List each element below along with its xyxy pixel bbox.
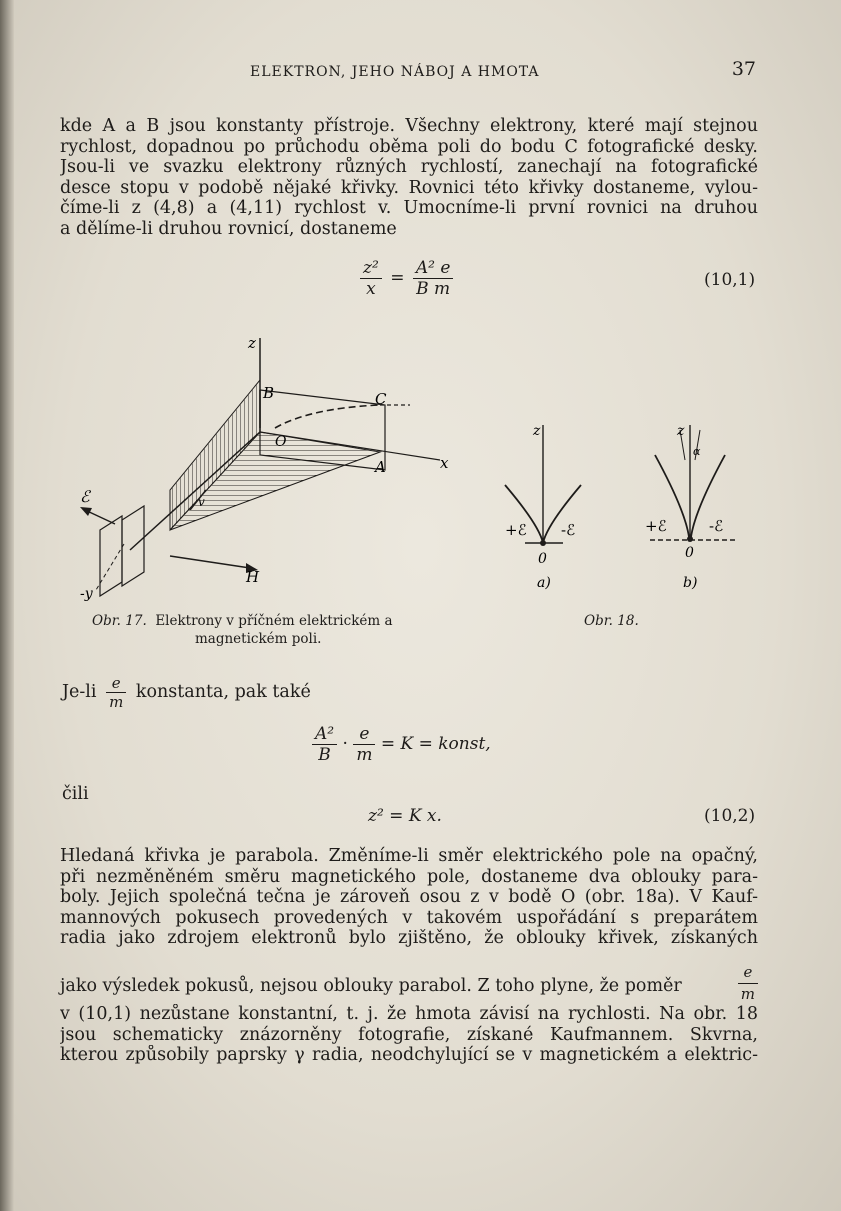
eq1-rhs-numerator: A² e <box>413 258 454 279</box>
eq2-n2: e <box>353 724 375 745</box>
jeli-prefix: Je-li <box>62 682 97 702</box>
equation-number-10-2: (10,2) <box>704 806 756 826</box>
eq1-lhs-denominator: x <box>366 279 376 299</box>
text-line: mannových pokusech provedených v takovém uspořádání s preparátem <box>60 907 758 928</box>
text-line-ratio <box>60 962 758 1003</box>
fig17-label-x: x <box>440 454 449 472</box>
page-spine-shadow <box>0 0 14 1211</box>
fig17-caption-number: Obr. 17. <box>92 613 147 629</box>
text-line: Jsou-li ve svazku elektrony různých rychlostí, zanechají na fotografické <box>60 157 758 178</box>
fig17-label-c: C <box>375 390 387 408</box>
fig18-caption-text: Obr. 18. <box>584 613 639 629</box>
eq2-d1: B <box>318 745 331 765</box>
paragraph-kaufmann <box>60 1004 758 1066</box>
fig17-label-o: O <box>275 434 287 450</box>
paragraph-intro <box>60 116 758 240</box>
fig18a-label-z: z <box>533 423 541 439</box>
text-line: radia jako zdrojem elektronů bylo zjištěno, že oblouky křivek, získaných <box>60 928 758 949</box>
page-header <box>60 58 760 84</box>
fig18-label-b: b) <box>683 575 698 591</box>
fig18a-label-o: 0 <box>538 551 547 567</box>
text-line: při nezměněném směru magnetického pole, dostaneme dva oblouky para- <box>60 866 758 887</box>
jeli-den: m <box>109 693 124 711</box>
fig18a-label-plus-e: +ℰ <box>505 521 527 539</box>
capacitor-plate-right <box>122 506 144 586</box>
fig18b-label-alpha: α <box>693 445 701 458</box>
text-line: rychlost, dopadnou po průchodu oběma poli do bodu C fotografické desky. <box>60 136 758 157</box>
fig18b-label-plus-e: +ℰ <box>645 517 667 535</box>
fig17-label-y: -y <box>80 586 93 602</box>
page-number: 37 <box>731 58 756 80</box>
fig18b-gamma-spot <box>687 536 693 542</box>
running-title: ELEKTRON, JEHO NÁBOJ A HMOTA <box>250 64 540 80</box>
para2-line6-num: e <box>738 962 758 984</box>
jeli-num: e <box>106 674 126 693</box>
figure-18-diagram <box>495 415 775 600</box>
text-line: číme-li z (4,8) a (4,11) rychlost v. Umocníme-li první rovnici na druhou <box>60 198 758 219</box>
text-line: kterou způsobily paprsky γ radia, neodchylující se v magnetickém a elektric- <box>60 1045 758 1066</box>
text-line: Hledaná křivka je parabola. Změníme-li směr elektrického pole na opačný, <box>60 846 758 866</box>
capacitor-plate-left <box>100 516 122 596</box>
equation-number-10-1: (10,1) <box>704 270 756 290</box>
figure-18-caption <box>584 612 639 630</box>
para2-line6-text: jako výsledek pokusů, nejsou oblouky parabol. Z toho plyne, že poměr <box>60 976 682 996</box>
fig17-label-v: v <box>198 495 205 509</box>
eq1-rhs-denominator: B m <box>416 279 451 299</box>
fig17-label-e: ℰ <box>80 487 90 506</box>
equation-k-konst <box>312 724 491 765</box>
fig18a-gamma-spot <box>540 540 546 546</box>
fig18b-label-minus-e: -ℰ <box>709 517 724 535</box>
text-line: jsou schematicky znázorněny fotografie, získané Kaufmannem. Skvrna, <box>60 1024 758 1045</box>
text-line: kde A a B jsou konstanty přístroje. Všechny elektrony, které mají stejnou <box>60 116 758 136</box>
fig18-label-a: a) <box>537 575 551 591</box>
eq1-lhs-numerator: z² <box>360 258 382 279</box>
fig18b-label-o: 0 <box>685 545 694 561</box>
para2-line6-den: m <box>740 984 755 1003</box>
text-line: desce stopu v podobě nějaké křivky. Rovnici této křivky dostaneme, vylou- <box>60 177 758 198</box>
magnetic-field-arrow <box>170 556 250 568</box>
paragraph-parabola <box>60 846 758 949</box>
text-line: boly. Jejich společná tečna je zároveň osou z v bodě O (obr. 18a). V Kauf- <box>60 887 758 908</box>
fig17-caption-line1: Elektrony v příčném elektrickém a <box>155 613 393 629</box>
statement-e-over-m-constant <box>62 674 311 711</box>
fig17-label-z: z <box>248 334 256 352</box>
eq2-d2: m <box>356 745 373 765</box>
figure-17-caption <box>92 612 452 648</box>
eq2-rest: = K = konst, <box>380 734 491 754</box>
equation-10-1: $\frac{\text{z²}}{x}$ = $\frac{\text{A² e}}{\text{B m}}$ <box>360 258 453 299</box>
fig17-caption-line2: magnetickém poli. <box>195 631 322 647</box>
electron-trajectory <box>275 405 380 428</box>
fig17-label-a: A <box>375 458 386 476</box>
text-line: v (10,1) nezůstane konstantní, t. j. že hmota závisí na rychlosti. Na obr. 18 <box>60 1004 758 1024</box>
word-cili: čili <box>62 784 89 804</box>
fig18b-label-z: z <box>677 423 685 439</box>
figure-17-diagram <box>60 320 490 620</box>
text-line: a dělíme-li druhou rovnicí, dostaneme <box>60 218 397 239</box>
fig18a-label-minus-e: -ℰ <box>561 521 576 539</box>
fig17-label-h: H <box>246 568 260 586</box>
fig17-label-b: B <box>263 384 275 402</box>
jeli-suffix: konstanta, pak také <box>135 682 311 702</box>
eq2-n1: A² <box>312 724 337 745</box>
eq2-dot: · <box>342 734 348 754</box>
equation-10-2: z² = K x. <box>368 806 442 826</box>
